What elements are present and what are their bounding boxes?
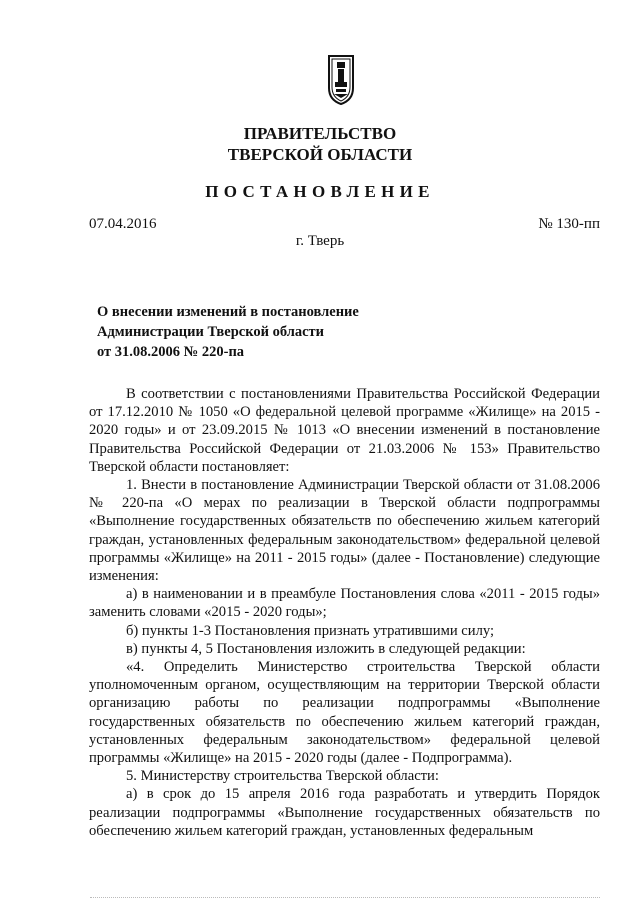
body-paragraph: б) пункты 1-3 Постановления признать утратившими силу; [126,622,495,639]
body-paragraph: В соответствии с постановлениями Правительства Российской Федерации от 17.12.2010 № 1050 «О федеральной целевой программе «Жилище» на 2015 - 2020 годы» и от 23.09.2015 № 1013 «О внесении изменений в постановление Правительства Российской Федерации от 21.03.2006 № 153» Правительство Тверской области постановляет: [89,386,600,475]
body-paragraph: а) в наименовании и в преамбуле Постановления слова «2011 - 2015 годы» заменить словами «2015 - 2020 годы»; [89,586,600,621]
government-name-line1: ПРАВИТЕЛЬСТВО [243,124,397,143]
document-type: ПОСТАНОВЛЕНИЕ [205,182,435,201]
subject-line: О внесении изменений в постановление [97,304,359,320]
subject-line: от 31.08.2006 № 220-па [97,344,245,360]
body-paragraph: «4. Определить Министерство строительства Тверской области уполномоченным органом, осуществляющим на территории Тверской области организацию работы по реализации подпрограммы «Выполнение государственных обязательств по обеспечению жильем категорий граждан, установленных федеральным законодательством» федеральной целевой программы «Жилище» на 2015 - 2020 годы (далее - Подпрограмма). [89,659,600,767]
body-paragraph: 1. Внести в постановление Администрации Тверской области от 31.08.2006 № 220-па «О мерах по реализации в Тверской области подпрограммы «Выполнение государственных обязательств по обеспечению жильем категорий граждан, установленных федеральным законодательством» федеральной целевой программы «Жилище» на 2011 - 2015 годы» (далее - Постановление) следующие изменения: [89,477,600,585]
document-subject [97,302,359,362]
body-paragraph: 5. Министерству строительства Тверской области: [126,768,439,785]
subject-line: Администрации Тверской области [97,324,325,340]
document-number: № 130-пп [538,216,600,232]
body-paragraph: в) пункты 4, 5 Постановления изложить в следующей редакции: [126,640,526,657]
document-date: 07.04.2016 [89,216,157,232]
page-footer-divider [90,897,600,899]
coat-of-arms-icon [327,54,355,106]
government-name-line2: ТВЕРСКОЙ ОБЛАСТИ [227,145,413,164]
document-city: г. Тверь [295,233,345,249]
body-paragraph: а) в срок до 15 апреля 2016 года разработать и утвердить Порядок реализации подпрограммы «Выполнение государственных обязательств по обеспечению жильем категорий граждан, установленных федеральным [89,786,600,839]
document-body [89,385,600,840]
